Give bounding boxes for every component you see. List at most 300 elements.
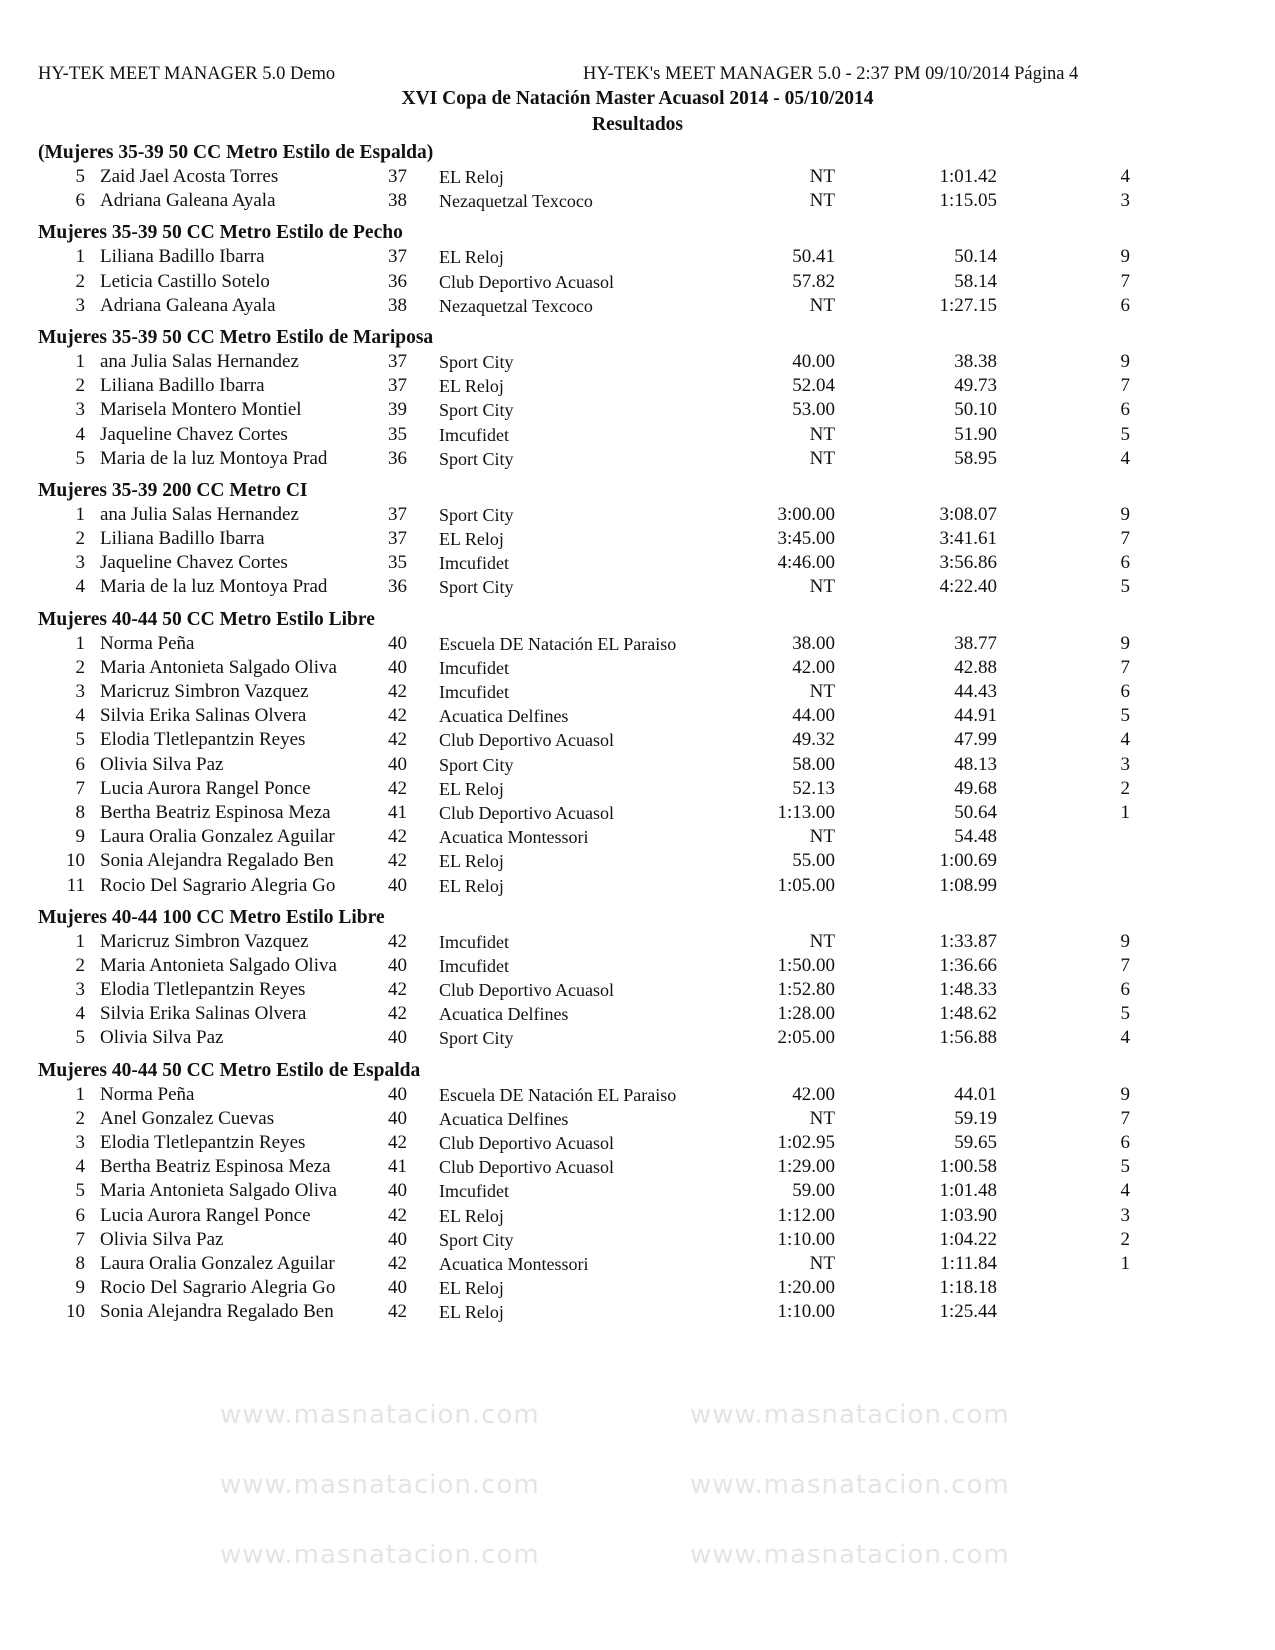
points: 5 <box>1120 1156 1130 1178</box>
points: 3 <box>1120 753 1130 775</box>
age: 40 <box>388 874 407 896</box>
final-time: 3:56.86 <box>939 552 997 574</box>
swimmer-name: Liliana Badillo Ibarra <box>100 528 265 550</box>
age: 37 <box>388 246 407 268</box>
result-row <box>0 1179 1275 1203</box>
swimmer-name: Leticia Castillo Sotelo <box>100 270 270 292</box>
age: 42 <box>388 705 407 727</box>
place: 4 <box>75 1156 85 1178</box>
final-time: 50.14 <box>954 246 997 268</box>
place: 2 <box>75 528 85 550</box>
age: 40 <box>388 1228 407 1250</box>
place: 3 <box>75 1132 85 1153</box>
watermark: www.masnatacion.com <box>690 1400 1010 1430</box>
seed-time: 1:13.00 <box>777 801 835 823</box>
seed-time: 38.00 <box>792 632 835 654</box>
points: 6 <box>1120 1132 1130 1153</box>
team: Escuela DE Natación EL Paraiso <box>439 1084 677 1105</box>
seed-time: NT <box>809 1107 835 1129</box>
place: 8 <box>75 1252 85 1274</box>
result-row <box>0 1252 1275 1276</box>
team: EL Reloj <box>439 1278 504 1299</box>
team: EL Reloj <box>439 1302 504 1323</box>
swimmer-name: Anel Gonzalez Cuevas <box>100 1107 275 1129</box>
place: 9 <box>75 1277 85 1299</box>
seed-time: 1:50.00 <box>777 954 835 976</box>
points: 7 <box>1120 375 1130 397</box>
seed-time: 40.00 <box>792 350 835 372</box>
age: 42 <box>388 1301 407 1323</box>
event-section <box>0 1059 1275 1325</box>
place: 7 <box>75 1228 85 1250</box>
place: 7 <box>75 777 85 799</box>
points: 2 <box>1120 1228 1130 1250</box>
result-row <box>0 801 1275 825</box>
seed-time: 1:10.00 <box>777 1228 835 1250</box>
result-row <box>0 1228 1275 1252</box>
event-title: Mujeres 40-44 100 CC Metro Estilo Libre <box>38 906 385 928</box>
place: 5 <box>75 1180 85 1202</box>
final-time: 1:03.90 <box>939 1204 997 1226</box>
age: 35 <box>388 552 407 574</box>
age: 42 <box>388 1252 407 1274</box>
result-row <box>0 1204 1275 1228</box>
age: 41 <box>388 1156 407 1178</box>
swimmer-name: Olivia Silva Paz <box>100 1027 224 1049</box>
team: Acuatica Delfines <box>439 706 569 727</box>
seed-time: 52.13 <box>792 777 835 799</box>
place: 2 <box>75 954 85 976</box>
team: EL Reloj <box>439 167 504 187</box>
place: 1 <box>75 930 85 952</box>
final-time: 1:56.88 <box>939 1027 997 1049</box>
final-time: 48.13 <box>954 753 997 775</box>
swimmer-name: Maria de la luz Montoya Prad <box>100 576 328 598</box>
swimmer-name: Adriana Galeana Ayala <box>100 294 276 316</box>
swimmer-name: Elodia Tletlepantzin Reyes <box>100 979 306 1001</box>
points: 9 <box>1120 246 1130 268</box>
team: Imcufidet <box>439 682 509 702</box>
age: 40 <box>388 1027 407 1049</box>
result-row <box>0 704 1275 728</box>
age: 42 <box>388 681 407 702</box>
seed-time: 44.00 <box>792 705 835 727</box>
place: 11 <box>66 874 85 896</box>
swimmer-name: Bertha Beatriz Espinosa Meza <box>100 801 331 823</box>
age: 42 <box>388 1204 407 1226</box>
team: Acuatica Montessori <box>439 827 589 848</box>
swimmer-name: Maria Antonieta Salgado Oliva <box>100 954 337 976</box>
result-row <box>0 1107 1275 1131</box>
age: 40 <box>388 656 407 678</box>
swimmer-name: Laura Oralia Gonzalez Aguilar <box>100 826 335 848</box>
age: 40 <box>388 632 407 654</box>
header-right: HY-TEK's MEET MANAGER 5.0 - 2:37 PM 09/10/2014 Página 4 <box>583 64 1079 84</box>
swimmer-name: ana Julia Salas Hernandez <box>100 503 299 525</box>
final-time: 54.48 <box>954 826 997 848</box>
age: 42 <box>388 979 407 1001</box>
place: 4 <box>75 576 85 598</box>
result-row <box>0 165 1275 189</box>
final-time: 1:08.99 <box>939 874 997 896</box>
age: 40 <box>388 753 407 775</box>
final-time: 1:01.48 <box>939 1180 997 1202</box>
points: 9 <box>1120 503 1130 525</box>
team: Club Deportivo Acuasol <box>439 271 614 292</box>
age: 42 <box>388 1132 407 1153</box>
team: Imcufidet <box>439 955 509 976</box>
points: 5 <box>1120 423 1130 445</box>
points: 9 <box>1120 350 1130 372</box>
place: 1 <box>75 503 85 525</box>
points: 7 <box>1120 1107 1130 1129</box>
team: Sport City <box>439 504 514 525</box>
seed-time: 1:10.00 <box>777 1301 835 1323</box>
final-time: 1:27.15 <box>939 294 997 316</box>
final-time: 1:00.58 <box>939 1156 997 1178</box>
seed-time: 1:02.95 <box>777 1132 835 1153</box>
points: 9 <box>1120 930 1130 952</box>
team: Club Deportivo Acuasol <box>439 1157 614 1178</box>
watermark: www.masnatacion.com <box>220 1400 540 1430</box>
team: Club Deportivo Acuasol <box>439 1133 614 1153</box>
result-row <box>0 294 1275 318</box>
seed-time: 57.82 <box>792 270 835 292</box>
place: 3 <box>75 979 85 1001</box>
result-row <box>0 1002 1275 1026</box>
result-row <box>0 398 1275 422</box>
results-list <box>0 141 1275 1325</box>
place: 3 <box>75 552 85 574</box>
points: 7 <box>1120 954 1130 976</box>
final-time: 1:04.22 <box>939 1228 997 1250</box>
points: 6 <box>1120 294 1130 316</box>
header-left: HY-TEK MEET MANAGER 5.0 Demo <box>38 64 336 84</box>
final-time: 38.38 <box>954 350 997 372</box>
points: 6 <box>1120 552 1130 574</box>
age: 42 <box>388 850 407 872</box>
points: 1 <box>1120 1252 1130 1274</box>
age: 37 <box>388 375 407 397</box>
team: EL Reloj <box>439 1205 504 1226</box>
final-time: 44.91 <box>954 705 997 727</box>
age: 40 <box>388 1107 407 1129</box>
place: 10 <box>66 850 85 872</box>
seed-time: 1:05.00 <box>777 874 835 896</box>
event-section <box>0 479 1275 600</box>
points: 9 <box>1120 1083 1130 1105</box>
seed-time: NT <box>809 826 835 848</box>
swimmer-name: Lucia Aurora Rangel Ponce <box>100 1204 311 1226</box>
points: 4 <box>1120 1027 1130 1049</box>
swimmer-name: Zaid Jael Acosta Torres <box>100 166 279 187</box>
points: 1 <box>1120 801 1130 823</box>
final-time: 38.77 <box>954 632 997 654</box>
place: 1 <box>75 350 85 372</box>
team: EL Reloj <box>439 376 504 397</box>
points: 7 <box>1120 270 1130 292</box>
place: 1 <box>75 632 85 654</box>
seed-time: NT <box>809 190 835 212</box>
team: Imcufidet <box>439 424 509 445</box>
result-row <box>0 1276 1275 1300</box>
final-time: 58.14 <box>954 270 997 292</box>
seed-time: 3:45.00 <box>777 528 835 550</box>
place: 4 <box>75 1003 85 1025</box>
swimmer-name: Norma Peña <box>100 1083 195 1105</box>
result-row <box>0 1026 1275 1050</box>
swimmer-name: ana Julia Salas Hernandez <box>100 350 299 372</box>
final-time: 1:36.66 <box>939 954 997 976</box>
result-row <box>0 954 1275 978</box>
event-section <box>0 906 1275 1051</box>
event-section <box>0 608 1275 898</box>
final-time: 1:48.33 <box>939 979 997 1001</box>
seed-time: NT <box>809 930 835 952</box>
result-row <box>0 270 1275 294</box>
team: EL Reloj <box>439 529 504 550</box>
seed-time: 1:28.00 <box>777 1003 835 1025</box>
team: Sport City <box>439 448 514 469</box>
result-row <box>0 874 1275 898</box>
swimmer-name: Maricruz Simbron Vazquez <box>100 681 309 702</box>
place: 3 <box>75 294 85 316</box>
result-row <box>0 656 1275 680</box>
team: Sport City <box>439 400 514 421</box>
points: 7 <box>1120 656 1130 678</box>
place: 6 <box>75 190 85 212</box>
swimmer-name: Liliana Badillo Ibarra <box>100 246 265 268</box>
final-time: 47.99 <box>954 729 997 751</box>
place: 3 <box>75 681 85 702</box>
team: EL Reloj <box>439 247 504 268</box>
age: 40 <box>388 954 407 976</box>
age: 40 <box>388 1083 407 1105</box>
age: 40 <box>388 1277 407 1299</box>
final-time: 58.95 <box>954 447 997 469</box>
points: 2 <box>1120 777 1130 799</box>
points: 3 <box>1120 1204 1130 1226</box>
points: 4 <box>1120 729 1130 751</box>
result-row <box>0 978 1275 1002</box>
event-title: Mujeres 35-39 200 CC Metro CI <box>38 479 308 501</box>
swimmer-name: Laura Oralia Gonzalez Aguilar <box>100 1252 335 1274</box>
watermark: www.masnatacion.com <box>690 1470 1010 1500</box>
event-title: Mujeres 35-39 50 CC Metro Estilo de Pecho <box>38 222 403 244</box>
swimmer-name: Sonia Alejandra Regalado Ben <box>100 850 334 872</box>
team: Imcufidet <box>439 931 509 952</box>
team: Sport City <box>439 577 514 598</box>
team: Acuatica Delfines <box>439 1108 569 1129</box>
swimmer-name: Rocio Del Sagrario Alegria Go <box>100 1277 336 1299</box>
team: Sport City <box>439 1229 514 1250</box>
seed-time: 1:52.80 <box>777 979 835 1001</box>
points: 4 <box>1120 1180 1130 1202</box>
swimmer-name: Rocio Del Sagrario Alegria Go <box>100 874 336 896</box>
final-time: 3:41.61 <box>939 528 997 550</box>
age: 41 <box>388 801 407 823</box>
swimmer-name: Olivia Silva Paz <box>100 1228 224 1250</box>
team: Escuela DE Natación EL Paraiso <box>439 633 677 654</box>
result-row <box>0 728 1275 752</box>
points: 6 <box>1120 681 1130 702</box>
place: 9 <box>75 826 85 848</box>
swimmer-name: Jaqueline Chavez Cortes <box>100 552 288 574</box>
seed-time: 2:05.00 <box>777 1027 835 1049</box>
final-time: 49.68 <box>954 777 997 799</box>
points: 6 <box>1120 399 1130 421</box>
final-time: 1:33.87 <box>939 930 997 952</box>
seed-time: 52.04 <box>792 375 835 397</box>
place: 1 <box>75 1083 85 1105</box>
place: 5 <box>75 447 85 469</box>
place: 5 <box>75 729 85 751</box>
final-time: 3:08.07 <box>939 503 997 525</box>
result-row <box>0 189 1275 213</box>
result-row <box>0 423 1275 447</box>
swimmer-name: Maria de la luz Montoya Prad <box>100 447 328 469</box>
place: 5 <box>75 166 85 187</box>
event-section <box>0 141 1275 213</box>
team: Sport City <box>439 351 514 372</box>
final-time: 59.19 <box>954 1107 997 1129</box>
age: 37 <box>388 503 407 525</box>
result-row <box>0 825 1275 849</box>
team: Club Deportivo Acuasol <box>439 730 614 751</box>
swimmer-name: Olivia Silva Paz <box>100 753 224 775</box>
seed-time: 59.00 <box>792 1180 835 1202</box>
watermark: www.masnatacion.com <box>220 1470 540 1500</box>
place: 4 <box>75 423 85 445</box>
points: 5 <box>1120 576 1130 598</box>
place: 3 <box>75 399 85 421</box>
seed-time: 50.41 <box>792 246 835 268</box>
team: EL Reloj <box>439 875 504 896</box>
result-row <box>0 777 1275 801</box>
final-time: 44.43 <box>954 681 997 702</box>
event-title: Mujeres 40-44 50 CC Metro Estilo de Espalda <box>38 1059 421 1081</box>
final-time: 49.73 <box>954 375 997 397</box>
seed-time: 3:00.00 <box>777 503 835 525</box>
age: 35 <box>388 423 407 445</box>
swimmer-name: Sonia Alejandra Regalado Ben <box>100 1301 334 1323</box>
final-time: 50.10 <box>954 399 997 421</box>
swimmer-name: Marisela Montero Montiel <box>100 399 302 421</box>
result-row <box>0 1300 1275 1324</box>
result-row <box>0 1155 1275 1179</box>
points: 7 <box>1120 528 1130 550</box>
place: 6 <box>75 753 85 775</box>
swimmer-name: Maricruz Simbron Vazquez <box>100 930 309 952</box>
result-row <box>0 930 1275 954</box>
place: 1 <box>75 246 85 268</box>
result-row <box>0 849 1275 873</box>
result-row <box>0 447 1275 471</box>
points: 9 <box>1120 632 1130 654</box>
team: Club Deportivo Acuasol <box>439 802 614 823</box>
final-time: 44.01 <box>954 1083 997 1105</box>
final-time: 1:00.69 <box>939 850 997 872</box>
team: Nezaquetzal Texcoco <box>439 295 593 316</box>
event-title: Mujeres 35-39 50 CC Metro Estilo de Mariposa <box>38 326 434 348</box>
result-row <box>0 551 1275 575</box>
points: 4 <box>1120 447 1130 469</box>
final-time: 1:15.05 <box>939 190 997 212</box>
result-row <box>0 374 1275 398</box>
place: 4 <box>75 705 85 727</box>
page-subtitle: Resultados <box>591 114 684 135</box>
team: Club Deportivo Acuasol <box>439 980 614 1001</box>
event-section <box>0 221 1275 318</box>
place: 8 <box>75 801 85 823</box>
final-time: 1:01.42 <box>939 166 997 187</box>
place: 2 <box>75 375 85 397</box>
seed-time: 58.00 <box>792 753 835 775</box>
seed-time: 1:20.00 <box>777 1277 835 1299</box>
result-row <box>0 527 1275 551</box>
age: 36 <box>388 576 407 598</box>
seed-time: NT <box>809 681 835 702</box>
swimmer-name: Norma Peña <box>100 632 195 654</box>
final-time: 59.65 <box>954 1132 997 1153</box>
result-row <box>0 1083 1275 1107</box>
points: 5 <box>1120 705 1130 727</box>
swimmer-name: Adriana Galeana Ayala <box>100 190 276 212</box>
team: Acuatica Delfines <box>439 1004 569 1025</box>
place: 5 <box>75 1027 85 1049</box>
points: 4 <box>1120 166 1130 187</box>
final-time: 1:11.84 <box>940 1252 997 1274</box>
seed-time: 42.00 <box>792 1083 835 1105</box>
swimmer-name: Liliana Badillo Ibarra <box>100 375 265 397</box>
team: Imcufidet <box>439 657 509 678</box>
swimmer-name: Maria Antonieta Salgado Oliva <box>100 1180 337 1202</box>
seed-time: 49.32 <box>792 729 835 751</box>
watermark: www.masnatacion.com <box>220 1540 540 1570</box>
seed-time: NT <box>809 423 835 445</box>
team: Sport City <box>439 1028 514 1049</box>
result-row <box>0 753 1275 777</box>
swimmer-name: Elodia Tletlepantzin Reyes <box>100 1132 306 1153</box>
seed-time: NT <box>809 166 835 187</box>
final-time: 1:48.62 <box>939 1003 997 1025</box>
team: Nezaquetzal Texcoco <box>439 191 593 212</box>
seed-time: NT <box>809 1252 835 1274</box>
team: Imcufidet <box>439 553 509 574</box>
age: 40 <box>388 1180 407 1202</box>
points: 3 <box>1120 190 1130 212</box>
age: 42 <box>388 1003 407 1025</box>
result-row <box>0 632 1275 656</box>
age: 37 <box>388 350 407 372</box>
swimmer-name: Elodia Tletlepantzin Reyes <box>100 729 306 751</box>
points: 6 <box>1120 979 1130 1001</box>
event-title: (Mujeres 35-39 50 CC Metro Estilo de Espalda) <box>38 142 434 163</box>
seed-time: 1:12.00 <box>777 1204 835 1226</box>
result-row <box>0 1131 1275 1155</box>
seed-time: NT <box>809 447 835 469</box>
team: Sport City <box>439 754 514 775</box>
swimmer-name: Jaqueline Chavez Cortes <box>100 423 288 445</box>
seed-time: 1:29.00 <box>777 1156 835 1178</box>
seed-time: NT <box>809 576 835 598</box>
age: 42 <box>388 729 407 751</box>
swimmer-name: Silvia Erika Salinas Olvera <box>100 705 307 727</box>
age: 42 <box>388 777 407 799</box>
age: 38 <box>388 190 407 212</box>
age: 39 <box>388 399 407 421</box>
place: 6 <box>75 1204 85 1226</box>
